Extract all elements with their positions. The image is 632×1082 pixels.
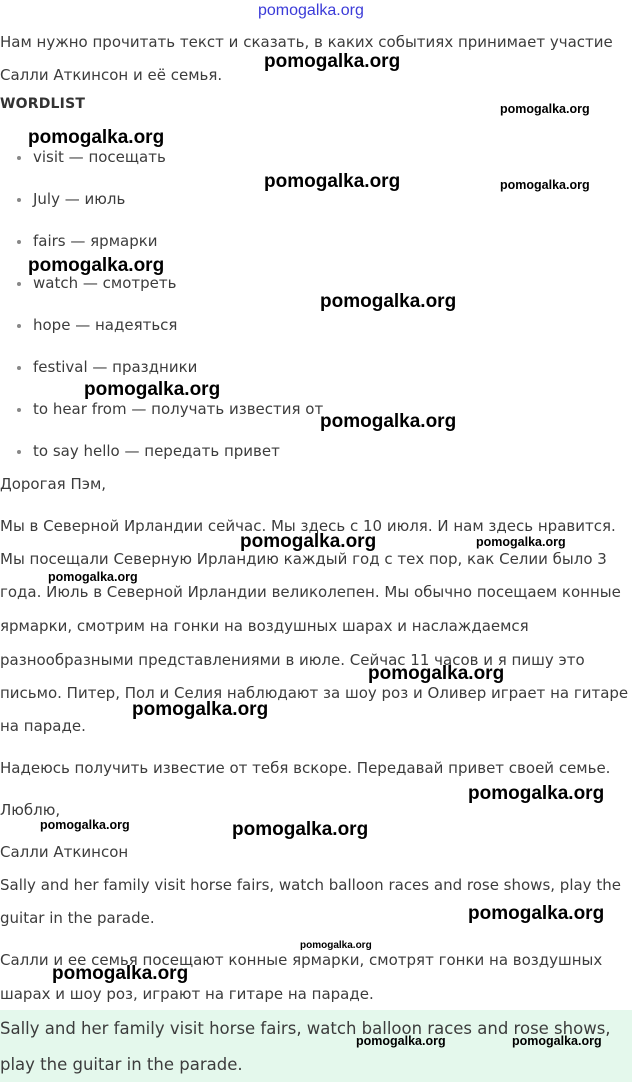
intro-line-1: Нам нужно прочитать текст и сказать, в каких событиях принимает участие [0, 33, 613, 51]
watermark: pomogalka.org [468, 783, 605, 804]
letter-body-line: Мы в Северной Ирландии сейчас. Мы здесь с 10 июля. И нам здесь нравится. [0, 517, 616, 535]
letter-body-line: на параде. [0, 717, 86, 735]
wordlist-item-text: to say hello — передать привет [33, 442, 280, 460]
watermark: pomogalka.org [320, 291, 457, 312]
bullet-icon [17, 408, 21, 412]
letter-signature: Салли Аткинсон [0, 843, 129, 861]
letter-closing-paragraph: Надеюсь получить известие от тебя вскоре. Передавай привет своей семье. [0, 759, 611, 777]
watermark: pomogalka.org [258, 2, 364, 19]
answer-russian-line: шарах и шоу роз, играют на гитаре на параде. [0, 985, 374, 1003]
letter-sign-off: Люблю, [0, 801, 61, 819]
watermark: pomogalka.org [48, 570, 138, 584]
answer-english-line: guitar in the parade. [0, 909, 155, 927]
wordlist-item-text: hope — надеяться [33, 316, 178, 334]
wordlist-item-text: July — июль [33, 190, 126, 208]
watermark: pomogalka.org [28, 255, 165, 276]
watermark: pomogalka.org [368, 663, 505, 684]
watermark: pomogalka.org [264, 171, 401, 192]
watermark: pomogalka.org [40, 818, 130, 832]
answer-russian-line: Салли и ее семья посещают конные ярмарки, смотрят гонки на воздушных [0, 951, 603, 969]
watermark: pomogalka.org [320, 411, 457, 432]
wordlist-item-text: watch — смотреть [33, 274, 177, 292]
letter-body-line: года. Июль в Северной Ирландии великолепен. Мы обычно посещаем конные [0, 583, 621, 601]
intro-line-2: Салли Аткинсон и её семья. [0, 66, 223, 84]
watermark: pomogalka.org [476, 535, 566, 549]
highlighted-answer-line: play the guitar in the parade. [0, 1055, 243, 1074]
watermark: pomogalka.org [300, 940, 372, 951]
letter-greeting: Дорогая Пэм, [0, 475, 107, 493]
watermark: pomogalka.org [240, 531, 377, 552]
watermark: pomogalka.org [232, 819, 369, 840]
bullet-icon [17, 450, 21, 454]
watermark: pomogalka.org [84, 379, 221, 400]
watermark: pomogalka.org [132, 699, 269, 720]
wordlist-item-text: fairs — ярмарки [33, 232, 158, 250]
bullet-icon [17, 366, 21, 370]
watermark: pomogalka.org [264, 51, 401, 72]
bullet-icon [17, 324, 21, 328]
bullet-icon [17, 156, 21, 160]
wordlist-heading: WORDLIST [0, 96, 86, 112]
letter-body-line: разнообразными представлениями в июле. Сейчас 11 часов и я пишу это [0, 651, 585, 669]
wordlist-item [0, 308, 323, 350]
watermark: pomogalka.org [500, 102, 590, 116]
answer-english-line: Sally and her family visit horse fairs, watch balloon races and rose shows, play the [0, 876, 621, 894]
watermark: pomogalka.org [356, 1034, 446, 1048]
wordlist-item-text: visit — посещать [33, 148, 166, 166]
letter-body-line: ярмарки, смотрим на гонки на воздушных шарах и наслаждаемся [0, 617, 529, 635]
watermark: pomogalka.org [500, 178, 590, 192]
watermark: pomogalka.org [52, 963, 189, 984]
watermark: pomogalka.org [512, 1034, 602, 1048]
letter-body-line: письмо. Питер, Пол и Селия наблюдают за шоу роз и Оливер играет на гитаре [0, 684, 629, 702]
wordlist-item-text: to hear from — получать известия от [33, 400, 324, 418]
wordlist-item-text: festival — праздники [33, 358, 198, 376]
watermark: pomogalka.org [28, 127, 165, 148]
bullet-icon [17, 198, 21, 202]
bullet-icon [17, 282, 21, 286]
highlighted-answer-line: Sally and her family visit horse fairs, watch balloon races and rose shows, [0, 1019, 611, 1038]
bullet-icon [17, 240, 21, 244]
letter-body-line: Мы посещали Северную Ирландию каждый год с тех пор, как Селии было 3 [0, 550, 607, 568]
watermark: pomogalka.org [468, 903, 605, 924]
